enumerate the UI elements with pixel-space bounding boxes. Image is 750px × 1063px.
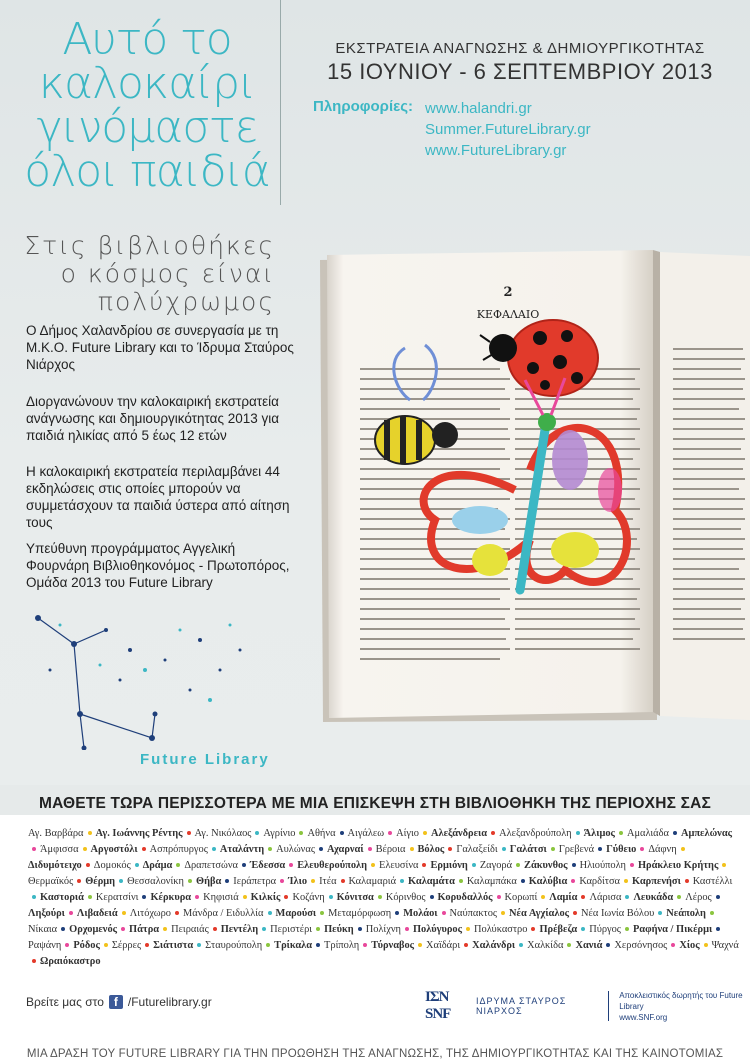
library-city: Ψαχνά	[711, 940, 739, 951]
library-city: Κορωπί	[504, 892, 538, 903]
library-city: Δάφνη	[648, 844, 677, 855]
separator-dot	[242, 863, 246, 867]
separator-dot	[122, 911, 126, 915]
library-city: Μάνδρα / Ειδυλλία	[183, 908, 264, 919]
separator-dot	[213, 927, 217, 931]
subheadline-line: ο κόσμος είναι	[60, 259, 275, 288]
separator-dot	[289, 863, 293, 867]
library-city: Γαλαξείδι	[456, 844, 498, 855]
campaign-name: ΕΚΣΤΡΑΤΕΙΑ ΑΝΑΓΝΩΣΗΣ & ΔΗΜΙΟΥΡΓΙΚΟΤΗΤΑΣ	[335, 40, 705, 57]
separator-dot	[135, 863, 139, 867]
library-city: Νεάπολη	[666, 908, 706, 919]
link-summer-futurelibrary[interactable]: Summer.FutureLibrary.gr	[425, 121, 591, 138]
separator-dot	[32, 895, 36, 899]
library-city: Λαμία	[549, 892, 578, 903]
learn-more-banner: ΜΑΘΕΤΕ ΤΩΡΑ ΠΕΡΙΣΣΟΤΕΡΑ ΜΕ ΜΙΑ ΕΠΙΣΚΕΨΗ ΣΤΗ ΒΙΒΛΙΟΘΗΚΗ ΤΗΣ ΠΕΡΙΟΧΗΣ ΣΑΣ	[38, 795, 712, 812]
library-city: Έδεσσα	[250, 860, 286, 871]
separator-dot	[448, 847, 452, 851]
separator-dot	[262, 927, 266, 931]
library-city: Αμαλιάδα	[626, 828, 669, 839]
headline-line: όλοι παιδιά	[24, 146, 270, 197]
library-city: Καλύβια	[528, 876, 568, 887]
paragraph-partnership: Ο Δήμος Χαλανδρίου σε συνεργασία με τη Μ.Κ.Ο. Future Library και το Ίδρυμα Σταύρος Νιάρχος	[26, 323, 294, 372]
constellation-graphic	[30, 610, 290, 750]
library-city: Χαλάνδρι	[472, 940, 516, 951]
library-city: Αργοστόλι	[90, 844, 138, 855]
library-city: Πάτρα	[129, 924, 160, 935]
separator-dot	[119, 879, 123, 883]
separator-dot	[145, 943, 149, 947]
library-city: Αίγιο	[396, 828, 419, 839]
separator-dot	[459, 879, 463, 883]
separator-dot	[502, 847, 506, 851]
library-city: Θήβα	[195, 876, 222, 887]
separator-dot	[400, 879, 404, 883]
separator-dot	[710, 911, 714, 915]
subheadline	[20, 232, 275, 316]
library-city: Αχαρναί	[326, 844, 364, 855]
separator-dot	[442, 911, 446, 915]
library-city: Λάρισα	[589, 892, 622, 903]
library-city: Λέρος	[685, 892, 712, 903]
separator-dot	[316, 927, 320, 931]
library-city: Δραπετσώνα	[184, 860, 238, 871]
separator-dot	[268, 847, 272, 851]
library-city: Ορχομενός	[69, 924, 118, 935]
separator-dot	[316, 943, 320, 947]
separator-dot	[299, 831, 303, 835]
link-futurelibrary[interactable]: www.FutureLibrary.gr	[425, 142, 567, 159]
separator-dot	[497, 895, 501, 899]
separator-dot	[573, 911, 577, 915]
library-city: Καρπενήσι	[632, 876, 681, 887]
separator-dot	[671, 943, 675, 947]
separator-dot	[395, 911, 399, 915]
library-city: Κέρκυρα	[150, 892, 192, 903]
library-city: Περιστέρι	[270, 924, 313, 935]
library-city: Πολίχνη	[365, 924, 401, 935]
info-label: Πληροφορίες:	[313, 98, 414, 115]
library-city: Χαλκίδα	[527, 940, 564, 951]
snf-sponsor	[425, 989, 750, 1023]
separator-dot	[121, 927, 125, 931]
headline	[22, 14, 272, 197]
future-library-logo: Future Library	[140, 751, 270, 768]
library-city: Ζαγορά	[479, 860, 513, 871]
separator-dot	[225, 879, 229, 883]
donor-line: Αποκλειστικός δωρητής του Future Library	[619, 990, 743, 1011]
separator-dot	[266, 943, 270, 947]
library-city: Γρεβενά	[558, 844, 595, 855]
separator-dot	[541, 895, 545, 899]
separator-dot	[630, 863, 634, 867]
separator-dot	[491, 831, 495, 835]
library-city: Πειραιάς	[171, 924, 209, 935]
separator-dot	[243, 895, 247, 899]
separator-dot	[363, 943, 367, 947]
library-city: Θέρμη	[85, 876, 116, 887]
library-city: Λευκάδα	[633, 892, 674, 903]
library-city: Κόνιτσα	[336, 892, 374, 903]
library-city: Πολύγυρος	[412, 924, 462, 935]
separator-dot	[268, 911, 272, 915]
library-city: Λιβαδειά	[76, 908, 118, 919]
separator-dot	[519, 943, 523, 947]
library-city: Σταυρούπολη	[205, 940, 263, 951]
library-city: Πρέβεζα	[539, 924, 578, 935]
library-city: Ίλιο	[288, 876, 308, 887]
headline-line: Αυτό το	[62, 14, 232, 65]
library-city: Σέρρες	[111, 940, 142, 951]
separator-dot	[32, 959, 36, 963]
library-city: Καστέλλι	[692, 876, 733, 887]
separator-dot	[567, 943, 571, 947]
separator-dot	[284, 895, 288, 899]
info-links	[425, 98, 591, 161]
separator-dot	[341, 879, 345, 883]
snf-logo: ΙΣΝ SNF	[425, 989, 451, 1022]
library-city: Κοζάνη	[292, 892, 325, 903]
library-city: Πεντέλη	[220, 924, 259, 935]
library-city: Σιάτιστα	[153, 940, 194, 951]
library-city: Αγ. Ιωάννης Ρέντης	[95, 828, 183, 839]
library-city: Δομοκός	[93, 860, 131, 871]
separator-dot	[61, 927, 65, 931]
donor-text	[619, 990, 750, 1023]
library-city: Κορυδαλλός	[437, 892, 493, 903]
library-city: Αμπελώνας	[680, 828, 733, 839]
library-city: Βέροια	[375, 844, 406, 855]
separator-dot	[104, 943, 108, 947]
library-city: Λιτόχωρο	[129, 908, 172, 919]
library-city: Μεταμόρφωση	[328, 908, 392, 919]
separator-dot	[83, 847, 87, 851]
library-city: Αιγάλεω	[347, 828, 385, 839]
separator-dot	[255, 831, 259, 835]
library-city: Άλιμος	[583, 828, 615, 839]
separator-dot	[388, 831, 392, 835]
library-city: Καλαμπάκα	[466, 876, 517, 887]
separator-dot	[673, 831, 677, 835]
separator-dot	[704, 943, 708, 947]
sponsor-divider	[608, 991, 609, 1021]
library-city: Καρδίτσα	[579, 876, 620, 887]
library-city: Καλαμαριά	[348, 876, 397, 887]
separator-dot	[195, 895, 199, 899]
library-city: Ιεράπετρα	[233, 876, 277, 887]
library-city: Ρόδος	[73, 940, 100, 951]
library-city: Ελευθερούπολη	[297, 860, 368, 871]
chapter-number: 2	[503, 285, 513, 300]
separator-dot	[418, 943, 422, 947]
divider-line	[280, 0, 281, 205]
subheadline-line: Στις βιβλιοθήκες	[24, 231, 275, 260]
library-city: Πύργος	[589, 924, 621, 935]
subheadline-line: πολύχρωμος	[97, 287, 275, 316]
library-city: Αθήνα	[307, 828, 336, 839]
library-city: Αγ. Βαρβάρα	[28, 828, 84, 839]
library-city: Αλεξάνδρεια	[430, 828, 488, 839]
separator-dot	[378, 895, 382, 899]
library-city: Αγ. Νικόλαος	[194, 828, 252, 839]
library-city: Ηράκλειο Κρήτης	[637, 860, 719, 871]
separator-dot	[32, 847, 36, 851]
campaign-dates: 15 ΙΟΥΝΙΟΥ - 6 ΣΕΠΤΕΜΒΡΙΟΥ 2013	[327, 59, 713, 84]
library-city: Ηλιούπολη	[579, 860, 626, 871]
separator-dot	[581, 927, 585, 931]
separator-dot	[340, 831, 344, 835]
separator-dot	[472, 863, 476, 867]
separator-dot	[521, 879, 525, 883]
library-city: Ραφήνα / Πικέρμι	[632, 924, 713, 935]
separator-dot	[410, 847, 414, 851]
library-city: Χανιά	[575, 940, 603, 951]
separator-dot	[212, 847, 216, 851]
separator-dot	[716, 895, 720, 899]
separator-dot	[619, 831, 623, 835]
library-city: Ερμιόνη	[430, 860, 468, 871]
library-city: Νίκαια	[28, 924, 58, 935]
library-city: Θεσσαλονίκη	[127, 876, 184, 887]
library-city: Μαρούσι	[275, 908, 317, 919]
library-city: Αλεξανδρούπολη	[499, 828, 572, 839]
library-city: Καλαμάτα	[408, 876, 455, 887]
library-city: Κιλκίς	[250, 892, 281, 903]
separator-dot	[685, 879, 689, 883]
separator-dot	[86, 863, 90, 867]
library-city: Πεύκη	[324, 924, 354, 935]
separator-dot	[681, 847, 685, 851]
separator-dot	[531, 927, 535, 931]
separator-dot	[77, 879, 81, 883]
separator-dot	[187, 831, 191, 835]
paragraph-organize: Διοργανώνουν την καλοκαιρική εκστρατεία ανάγνωσης και δημιουργικότητας 2013 για παιδιά ηλικίας από 5 έως 12 ετών	[26, 394, 280, 443]
separator-dot	[625, 895, 629, 899]
library-city: Νέα Αγχίαλος	[509, 908, 570, 919]
separator-dot	[640, 847, 644, 851]
separator-dot	[319, 847, 323, 851]
separator-dot	[606, 943, 610, 947]
library-city: Αγρίνιο	[263, 828, 296, 839]
facebook-icon[interactable]: f	[109, 995, 123, 1009]
separator-dot	[423, 831, 427, 835]
chapter-title: ΚΕΦΑΛΑΙΟ	[476, 308, 540, 321]
book-illustration	[315, 250, 750, 730]
separator-dot	[163, 927, 167, 931]
library-city: Κηφισιά	[203, 892, 239, 903]
separator-dot	[716, 927, 720, 931]
library-city: Νέα Ιωνία Βόλου	[581, 908, 655, 919]
separator-dot	[658, 911, 662, 915]
bottom-tagline: ΜΙΑ ΔΡΑΣΗ ΤΟΥ FUTURE LIBRARY ΓΙΑ ΤΗΝ ΠΡΟΩΘΗΣΗ ΤΗΣ ΑΝΑΓΝΩΣΗΣ, ΤΗΣ ΔΗΜΙΟΥΡΓΙΚΟΤΗΤΑΣ ΚΑΙ ΤΗΣ ΚΑΙΝΟΤΟΜΙΑΣ	[26, 1048, 724, 1060]
separator-dot	[572, 863, 576, 867]
separator-dot	[311, 879, 315, 883]
library-city: Γύθειο	[606, 844, 637, 855]
library-city: Ιτέα	[319, 876, 337, 887]
library-city: Γαλάτσι	[509, 844, 547, 855]
library-city: Χίος	[679, 940, 700, 951]
library-city: Ελευσίνα	[379, 860, 419, 871]
separator-dot	[551, 847, 555, 851]
separator-dot	[88, 831, 92, 835]
library-city: Ραψάνη	[28, 940, 62, 951]
library-city: Μολάοι	[403, 908, 438, 919]
library-city: Ασπρόπυργος	[149, 844, 208, 855]
library-city: Τρίπολη	[324, 940, 360, 951]
headline-line: γινόμαστε	[36, 102, 258, 153]
paragraph-coordinator: Υπεύθυνη προγράμματος Αγγελική Φουρνάρη Βιβλιοθηκονόμος - Πρωτοπόρος, Ομάδα 2013 του Future Library	[26, 541, 290, 590]
library-city: Τρίκαλα	[274, 940, 313, 951]
library-city: Θερμαϊκός	[28, 876, 74, 887]
separator-dot	[464, 943, 468, 947]
separator-dot	[571, 879, 575, 883]
snf-name: ΙΔΡΥΜΑ ΣΤΑΥΡΟΣ ΝΙΑΡΧΟΣ	[475, 996, 567, 1016]
library-city: Τύρναβος	[371, 940, 415, 951]
library-city: Αταλάντη	[219, 844, 265, 855]
info-block	[313, 98, 591, 159]
library-city: Δράμα	[142, 860, 173, 871]
separator-dot	[329, 895, 333, 899]
library-city: Καστοριά	[40, 892, 84, 903]
separator-dot	[88, 895, 92, 899]
separator-dot	[722, 863, 726, 867]
library-city: Ναύπακτος	[449, 908, 498, 919]
cities-list	[28, 826, 740, 970]
separator-dot	[320, 911, 324, 915]
library-city: Χερσόνησος	[614, 940, 668, 951]
separator-dot	[466, 927, 470, 931]
separator-dot	[576, 831, 580, 835]
separator-dot	[598, 847, 602, 851]
separator-dot	[625, 927, 629, 931]
separator-dot	[516, 863, 520, 867]
separator-dot	[65, 943, 69, 947]
library-city: Αυλώνας	[276, 844, 315, 855]
library-city: Βόλος	[417, 844, 445, 855]
separator-dot	[581, 895, 585, 899]
separator-dot	[501, 911, 505, 915]
separator-dot	[430, 895, 434, 899]
library-city: Πολύκαστρο	[474, 924, 528, 935]
library-city: Ληξούρι	[28, 908, 65, 919]
separator-dot	[677, 895, 681, 899]
headline-line: καλοκαίρι	[38, 58, 256, 109]
separator-dot	[358, 927, 362, 931]
library-city: Κόρινθος	[385, 892, 426, 903]
campaign-title	[300, 40, 740, 85]
snf-url[interactable]: www.SNF.org	[619, 1012, 668, 1022]
facebook-handle[interactable]: /Futurelibrary.gr	[127, 995, 212, 1009]
separator-dot	[624, 879, 628, 883]
separator-dot	[197, 943, 201, 947]
separator-dot	[188, 879, 192, 883]
separator-dot	[368, 847, 372, 851]
paragraph-events: Η καλοκαιρική εκστρατεία περιλαμβάνει 44 εκδηλώσεις στις οποίες μπορούν να συμμετάσχουν τα παιδιά ύστερα από αίτηση τους	[26, 464, 290, 530]
library-city: Ωραιόκαστρο	[40, 956, 101, 967]
separator-dot	[142, 895, 146, 899]
library-city: Χαϊδάρι	[426, 940, 461, 951]
separator-dot	[69, 911, 73, 915]
library-city: Κερατσίνι	[95, 892, 139, 903]
find-us	[26, 995, 212, 1009]
library-city: Άμφισσα	[40, 844, 79, 855]
separator-dot	[280, 879, 284, 883]
find-us-label: Βρείτε μας στο	[26, 995, 104, 1009]
separator-dot	[175, 911, 179, 915]
library-city: Ζάκυνθος	[524, 860, 568, 871]
separator-dot	[422, 863, 426, 867]
link-halandri[interactable]: www.halandri.gr	[425, 100, 532, 117]
separator-dot	[176, 863, 180, 867]
library-city: Διδυμότειχο	[28, 860, 82, 871]
separator-dot	[371, 863, 375, 867]
separator-dot	[142, 847, 146, 851]
separator-dot	[405, 927, 409, 931]
